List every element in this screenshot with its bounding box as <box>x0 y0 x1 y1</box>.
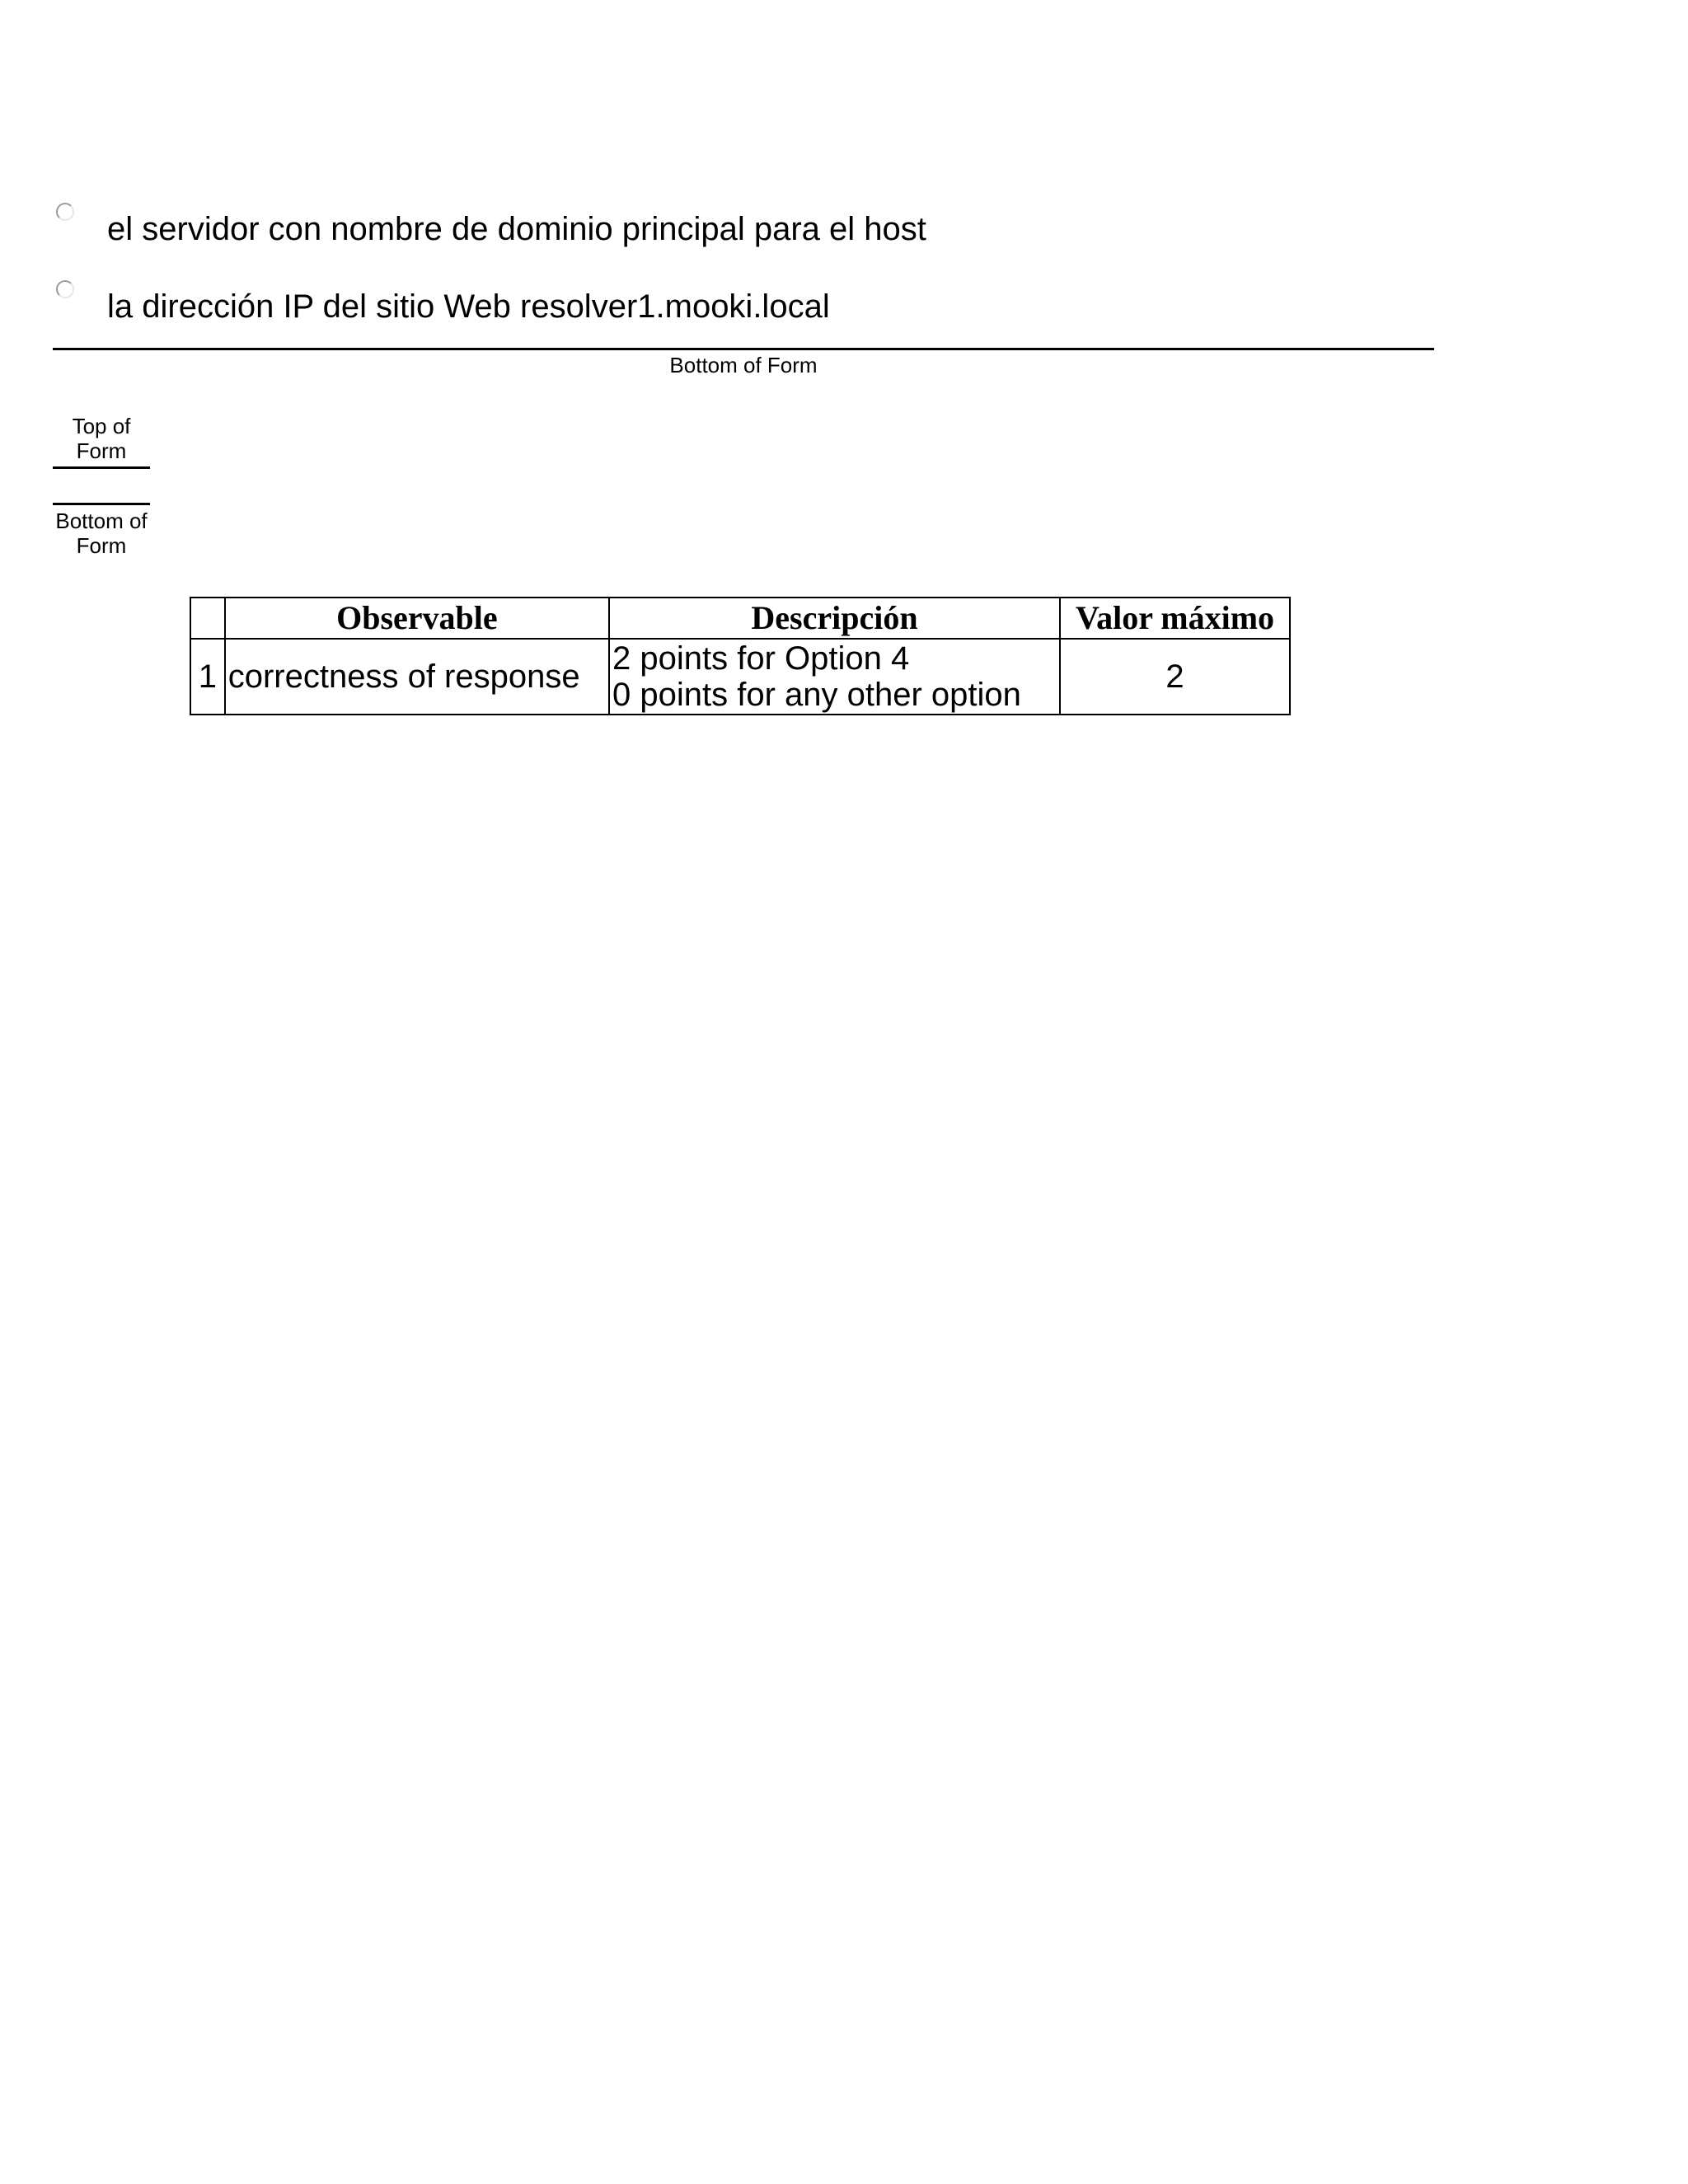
description-line-1: 2 points for Option 4 <box>612 640 910 677</box>
radio-button-1[interactable] <box>56 203 74 221</box>
table-row <box>190 639 1290 715</box>
row-max-value: 2 <box>1060 639 1290 715</box>
radio-option-2[interactable] <box>53 280 959 330</box>
bottom-of-form-small-label: Bottom of Form <box>53 503 150 558</box>
radio-button-2[interactable] <box>56 280 74 298</box>
bottom-of-form-label: Bottom of Form <box>669 353 818 377</box>
header-max-value: Valor máximo <box>1060 598 1290 639</box>
row-number: 1 <box>190 639 225 715</box>
radio-label-2: la dirección IP del sitio Web resolver1.mooki.local <box>107 288 830 325</box>
rubric-header-row <box>190 598 1290 639</box>
row-observable: correctness of response <box>225 639 609 715</box>
header-number <box>190 598 225 639</box>
row-description <box>609 639 1060 715</box>
header-description: Descripción <box>609 598 1060 639</box>
rubric-table <box>190 597 1291 715</box>
description-line-2: 0 points for any other option <box>612 677 1021 713</box>
form-divider <box>53 348 1434 350</box>
radio-option-1[interactable] <box>53 203 959 252</box>
radio-label-1: el servidor con nombre de dominio principal para el host <box>107 211 926 247</box>
top-of-form-label: Top of Form <box>53 414 150 469</box>
header-observable: Observable <box>225 598 609 639</box>
